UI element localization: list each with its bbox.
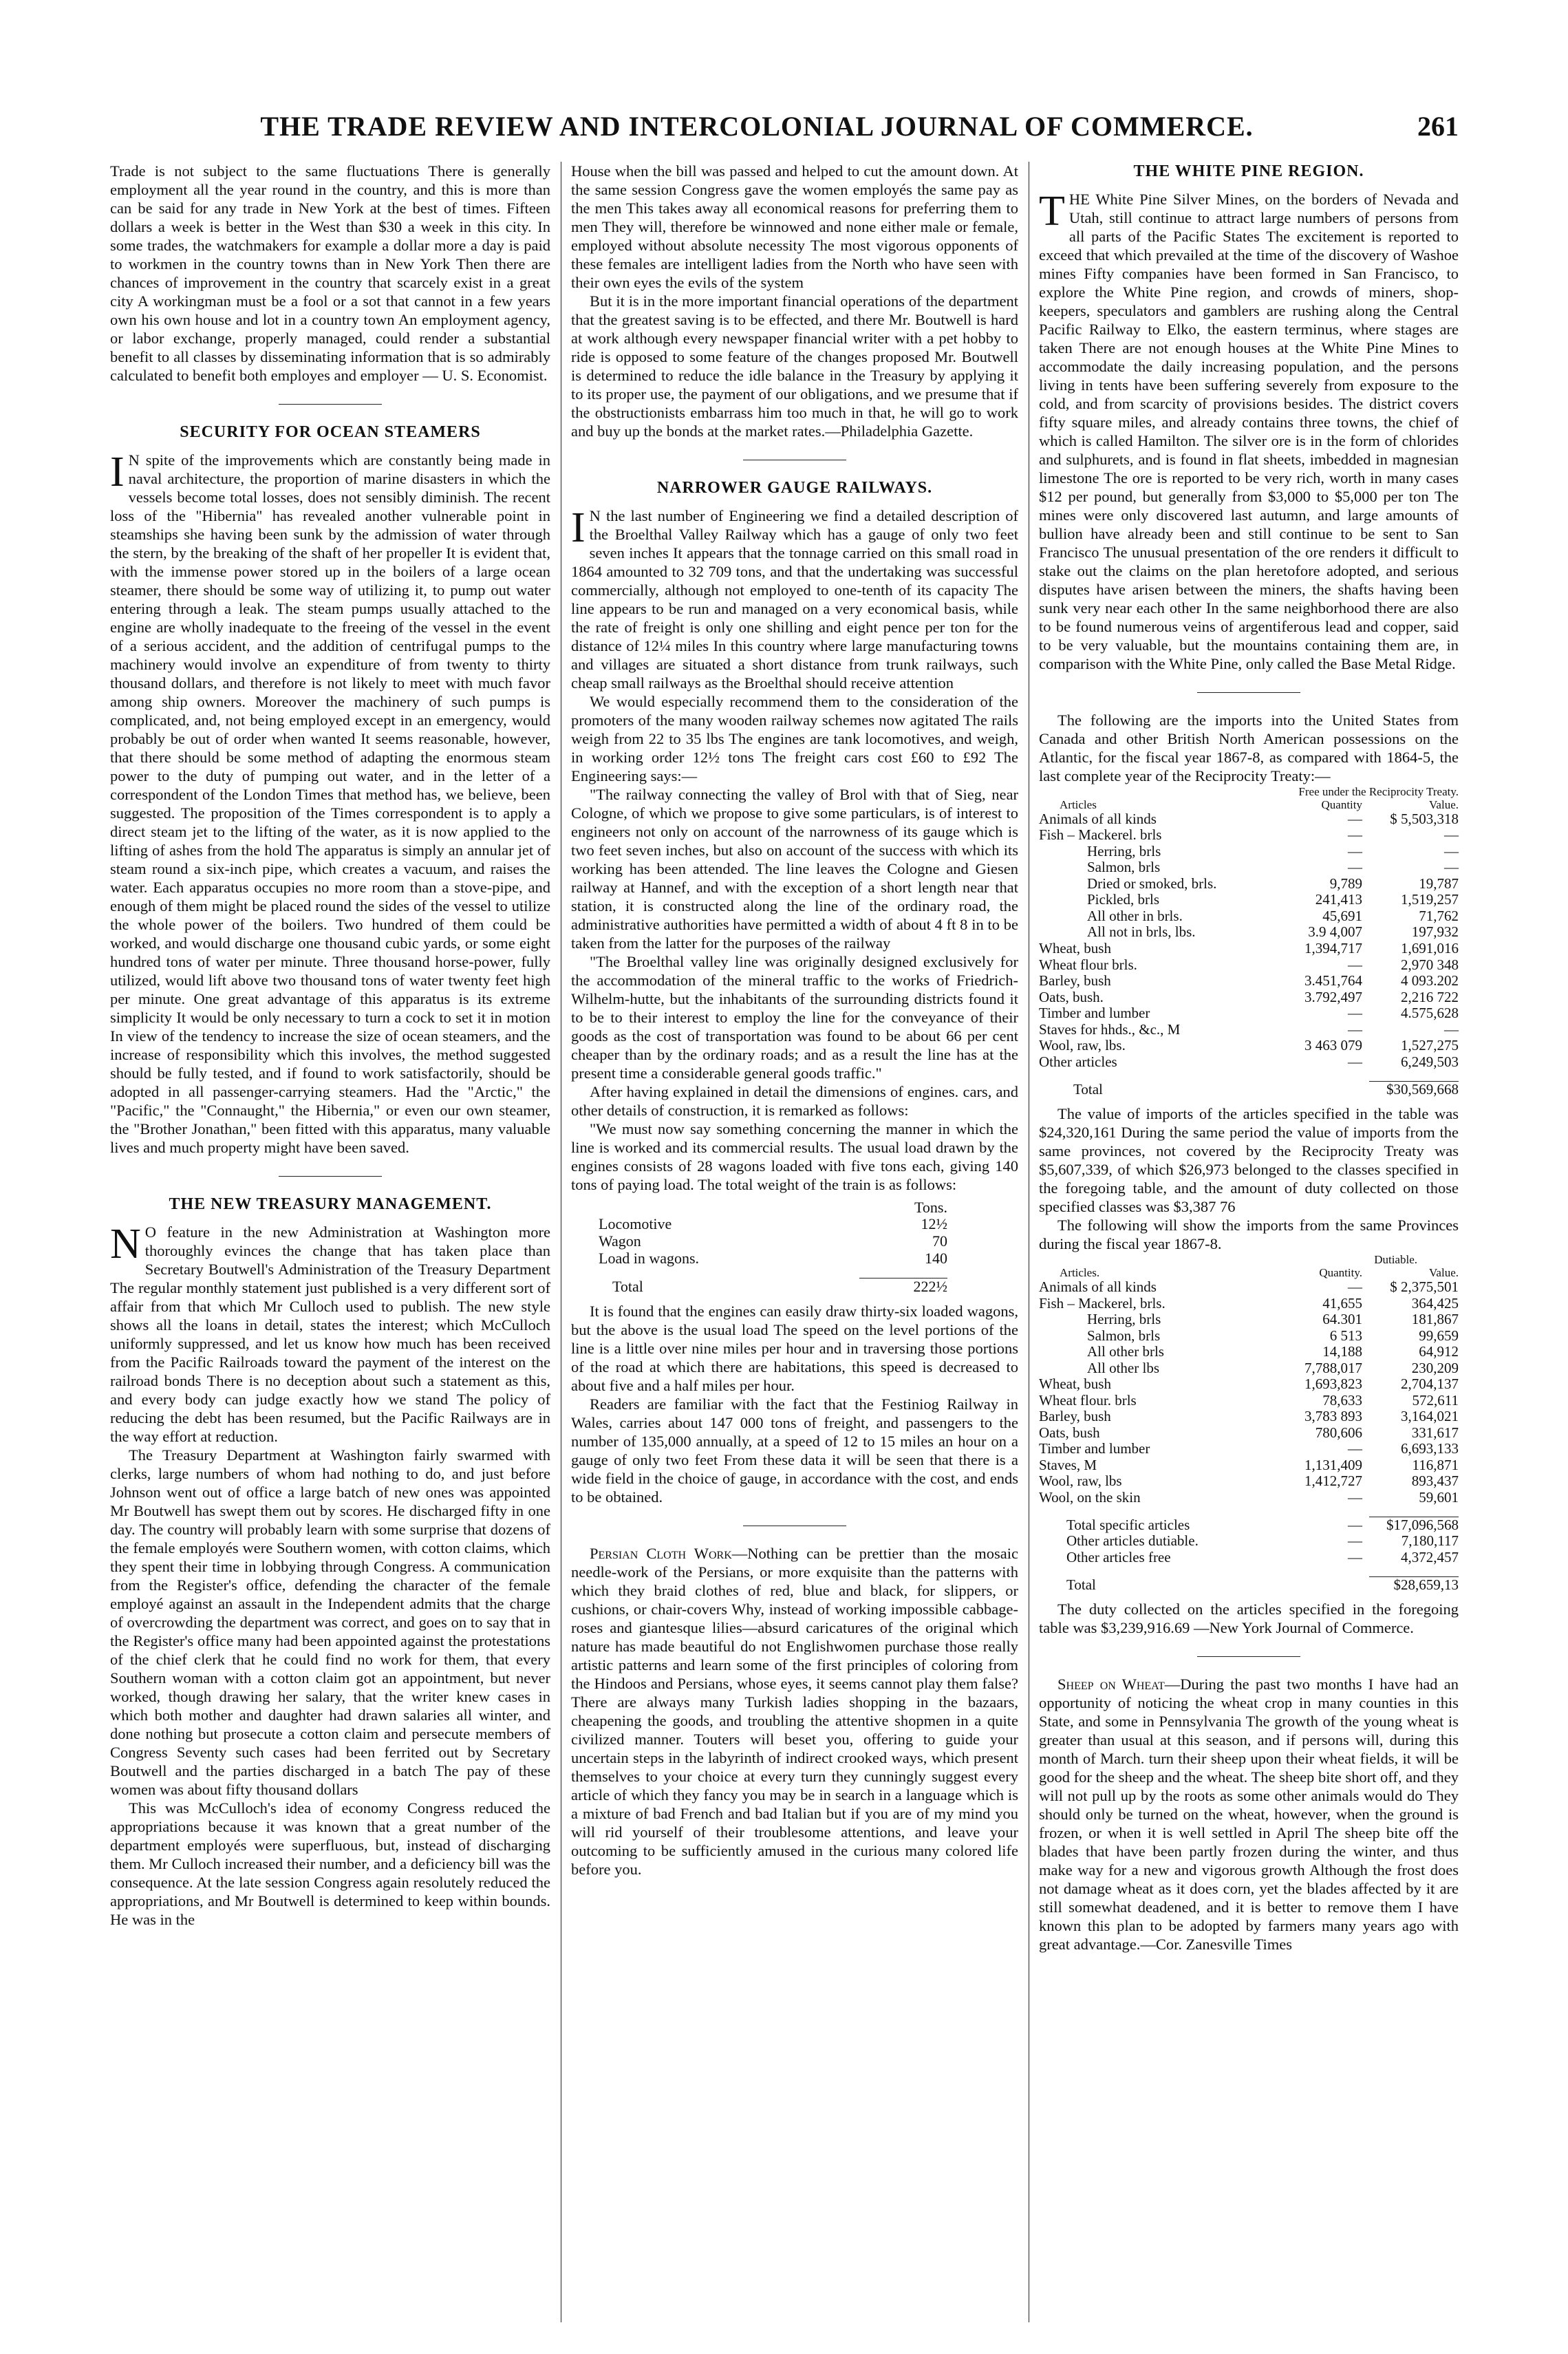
train-weight-table — [599, 1199, 947, 1296]
table-row: Wheat, bush 1,693,823 2,704,137 — [1039, 1376, 1459, 1393]
table-row: Barley, bush 3,783 893 3,164,021 — [1039, 1408, 1459, 1425]
heading-new-treasury-management: THE NEW TREASURY MANAGEMENT. — [169, 1195, 492, 1213]
column-header-articles: Articles. — [1060, 1266, 1100, 1280]
article-gauge-paragraph-1 — [571, 506, 1018, 692]
article-gauge-paragraph-5: After having explained in detail the dimensions of engines. cars, and other details of construction, it is remarked as follows: — [571, 1082, 1018, 1119]
table-row: Oats, bush 780,606 331,617 — [1039, 1424, 1459, 1441]
table-row: Animals of all kinds — $ 5,503,318 — [1039, 810, 1459, 827]
column-1 — [110, 162, 550, 1929]
table-row: Herring, brls 64.301 181,867 — [1087, 1311, 1459, 1328]
table-row: Wagon 70 — [599, 1232, 947, 1250]
article-security-ocean-steamers — [110, 448, 550, 1157]
table-summary-row: Other articles free — 4,372,457 — [1066, 1548, 1459, 1565]
article-body: N the last number of Engineering we find a detailed description of the Broelthal Valley Railway which has a gauge of only two feet seven inches It appears that the tonnage carried on this small road in 1864 amounted to 32 709 tons, and that the undertaking was successful commercially, although not employed to one-tenth of its capacity The line appears to be run and managed on a very economical basis, while the rate of freight is only one shilling and eight pence per ton for the distance of 12¼ miles In this country where large manufacturing towns and villages are situated a short distance from trunk railways, such cheap small railways as the Broelthal should receive attention — [571, 506, 1018, 692]
table-summary-row: Total specific articles — $17,096,568 — [1066, 1516, 1459, 1533]
drop-cap: N — [110, 1220, 141, 1267]
table-row: Fish – Mackerel, brls. 41,655 364,425 — [1039, 1294, 1459, 1312]
article-treasury-paragraph-2: The Treasury Department at Washington fairly swarmed with clerks, large numbers of whom had nothing to do, and just before Johnson went out of office a large batch of new ones was appointed Mr Boutwell has swept them out by scores. He discharged fifty in one day. The country will probably learn with some surprise that dozens of the female employés were Southern women, with cotton claims, which they spent their time in lobbying through Congress. A communication from the Register's office, defending the character of the female employé against an assault in the Independent admits that the charge of overcrowding the department was correct, and goes on to say that in the Register's office many had been appointed against the protestations of the chief clerk that he could find no work for them, that every Southern woman with a cotton claim got an appointment, but never worked, though drawing her salary, that the writer knew cases in which both mother and daughter had drawn salaries all winter, and done nothing but prosecute a cotton claim and persecute members of Congress Seventy such cases had been ferrited out by Secretary Boutwell and the parties discharged in a batch The pay of these women was about fifty thousand dollars — [110, 1446, 550, 1798]
table-total-row: Total $28,659,13 — [1066, 1576, 1459, 1593]
table-row: All other in brls. 45,691 71,762 — [1087, 907, 1459, 924]
heading-narrower-gauge-railways: NARROWER GAUGE RAILWAYS. — [656, 479, 933, 497]
article-gauge-paragraph-7: It is found that the engines can easily draw thirty-six loaded wagons, but the above is the usual load The speed on the level portions of the line is a little over nine miles per hour and in traversing those portions of the road at which there are habitations, this speed is decreased to about five and a half miles per hour. — [571, 1303, 1018, 1395]
table-caption: Dutiable. — [1374, 1253, 1417, 1267]
article-treasury-paragraph-1 — [110, 1220, 550, 1446]
article-persian-cloth-work — [571, 1544, 1018, 1879]
table-total-row: Total $30,569,668 — [1073, 1080, 1459, 1098]
table-row: All other lbs 7,788,017 230,209 — [1087, 1359, 1459, 1376]
column-3 — [1039, 162, 1459, 1954]
table-row: Timber and lumber — 6,693,133 — [1039, 1440, 1459, 1457]
table-row: Wheat flour brls. — 2,970 348 — [1039, 956, 1459, 973]
article-treasury-paragraph-3: This was McCulloch's idea of economy Congress reduced the appropriations because it was known that a great number of the department employés were superfluous, but, instead of discharging them. Mr Culloch increased their number, and a deficiency bill was the consequence. At the late session Congress again resolutely reduced the appropriations, and Mr Boutwell is determined to keep within bounds. He was in the — [110, 1799, 550, 1928]
table-total-row: Total 222½ — [612, 1277, 947, 1295]
article-body: HE White Pine Silver Mines, on the borders of Nevada and Utah, still continue to attract large numbers of persons from all parts of the Pacific States The excitement is reported to exceed that which prevailed at the time of the discovery of Washoe mines Fifty companies have been formed in San Francisco, to explore the White Pine region, and crowds of miners, shop-keepers, speculators and gamblers are rushing along the Central Pacific Railway to Elko, the eastern terminus, where stages are taken There are not enough houses at the White Pine Mines to accommodate the daily increasing population, and the persons living in tents have been suffering severely from exposure to the cold, and from scarcity of provisions besides. The district covers fifty square miles, and already contains three towns, the chief of which is called Hamilton. The silver ore is in the form of chlorides and sulphurets, and is found in flat sheets, imbedded in magnesian limestone The ore is reported to be very rich, worth in many cases $12 per pound, but generally from $3,000 to $5,000 per ton The mines were only discovered last autumn, and large amounts of bullion have already been and still continue to be sent to San Francisco The unusual presentation of the ore renders it difficult to stake out the claims on the plan heretofore adopted, and serious disputes have arisen between the miners, the shafts having been sunk very near each other In the same neighborhood there are also to be found numerous veins of argentiferous lead and copper, said to be very valuable, but the mountains containing them are, in comparison with the White Pine, only called the Base Metal Ridge. — [1039, 190, 1459, 672]
article-body: N spite of the improvements which are constantly being made in naval architecture, the proportion of marine disasters in which the vessels become total losses, does not sensibly diminish. The recent loss of the "Hibernia" has revealed another vulnerable point in steamships she having been sunk by the admission of water through the stern, by the breaking of the shaft of her propeller It is evident that, with the immense power stored up in the boilers of a large ocean steamer, there should be some way of utilizing it, to pump out water entering through a leak. The steam pumps usually attached to the engine are wholly inadequate to the freeing of the vessel in the event of a serious accident, and the addition of centrifugal pumps to the machinery would involve an expenditure of from twenty to thirty thousand dollars, and therefore is not likely to meet with much favor among ship owners. Moreover the machinery of such pumps is complicated, and, not being employed except in an emergency, would probably be out of order when wanted It seems reasonable, however, that there should be some method of adapting the enormous steam power to the duty of pumping out water, and in the letter of a correspondent of the London Times that method has, we believe, been suggested. The proposition of the Times correspondent is to apply a direct steam jet to the lifting of the water, as it is now applied to the lifting of ashes from the hold The apparatus is simply an annular jet of steam round a six-inch pipe, which creates a vacuum, and raises the water. Each apparatus occupies no more room than a stove-pipe, and enough of them might be placed round the sides of the vessel to utilize the whole power of the boilers. Two hundred of them could be worked, and would discharge one thousand cubic yards, or some eight hundred tons of water per minute. Three thousand horse-power, fully utilized, would lift above two thousand tons of water twenty feet high per minute. One great advantage of this apparatus is its extreme simplicity It would be only necessary to turn a cock to set it in motion In view of the tendency to increase the size of ocean steamers, and the increase of responsibility which this involves, the method suggested should be fully tested, and if found to work satisfactorily, should be adopted in all passenger-carrying steamers. Had the "Arctic," the "Pacific," the "Connaught," the Hibernia," or even our own steamer, the "Brother Jonathan," been fitted with this apparatus, many valuable lives and much property might have been saved. — [110, 451, 550, 1156]
table-row: All other brls 14,188 64,912 — [1087, 1343, 1459, 1360]
column-header-value: Value. — [1429, 1266, 1459, 1280]
article-body: —Nothing can be prettier than the mosaic needle-work of the Persians, or more exquisite than the patterns with which they braid clothes of red, blue and black, for slippers, or cushions, or chair-covers Why, instead of working impossible cabbage-roses and giantesque lilies—absurd caricatures of the original which nature has made beautiful do not Englishwomen purchase those really artistic patterns and learn some of the first principles of coloring from the Hindoos and Persians, whose eyes, it seems cannot play them false? There are always many Turkish ladies shopping in the bazaars, cheapening the goods, and troubling the attentive shopmen in a quite civilized manner. Touters will beset you, offering to guide your uncertain steps in the labyrinth of indirect crooked ways, which present themselves to your choice at every turn they cunningly suggest every article of which they fancy you may be in search in a language which is a mixture of bad French and bad Italian but if you are of my mind you will rid yourself of their troublesome attentions, and leave your outcoming to be sufficiently amused in the curious many colored life before you. — [571, 1545, 1018, 1879]
article-body: O feature in the new Administration at Washington more thoroughly evinces the change that has taken place than Secretary Boutwell's Administration of the Treasury Department The regular monthly statement just published is a very different sort of affair from that which Mr Culloch used to publish. The new style shows all the loans in detail, states the interest; which McCulloch uniformly suppressed, and let us know how much has been received from the Pacific Railroads toward the payment of the interest on the railroad bonds There is no deception about such a statement as this, and every body can judge exactly how we stand The policy of reducing the debt has been resumed, but the Pacific Railways are in the way effort at reduction. — [110, 1223, 550, 1445]
table-row: Wool, raw, lbs 1,412,727 893,437 — [1039, 1473, 1459, 1490]
table-row: Wheat flour. brls 78,633 572,611 — [1039, 1391, 1459, 1409]
page-number: 261 — [1417, 111, 1459, 142]
table-row: Wool, raw, lbs. 3 463 079 1,527,275 — [1039, 1037, 1459, 1054]
column-header-articles: Articles — [1060, 798, 1097, 811]
table-row: Salmon, brls 6 513 99,659 — [1087, 1327, 1459, 1344]
page-header — [110, 103, 1459, 158]
article-white-pine — [1039, 187, 1459, 673]
table-row: Oats, bush. 3.792,497 2,216 722 — [1039, 988, 1459, 1005]
column-header-quantity: Quantity. — [1319, 1266, 1362, 1280]
drop-cap: I — [110, 448, 125, 495]
item-title: Sheep on Wheat — [1057, 1676, 1165, 1693]
table-row: Locomotive 12½ — [599, 1215, 947, 1233]
table-row: Staves for hhds., &c., M — — — [1039, 1020, 1459, 1038]
imports-table-free-notes: The value of imports of the articles specified in the table was $24,320,161 During the same period the value of imports from the same provinces, not covered by the Reciprocity Treaty was $5,607,339, of which $26,973 belonged to the classes specified in the foregoing table, and the amount of duty collected on those specified classes was $3,387 76 — [1039, 1105, 1459, 1216]
table-row: Wheat, bush 1,394,717 1,691,016 — [1039, 939, 1459, 956]
section-rule — [279, 404, 382, 405]
imports-table-free — [1039, 785, 1459, 1098]
table-row: Other articles — 6,249,503 — [1039, 1053, 1459, 1070]
article-gauge-paragraph-6: "We must now say something concerning the manner in which the line is worked and its commercial results. The usual load drawn by the engines consists of 28 wagons loaded with five tons each, giving 140 tons of paying load. The total weight of the train is as follows: — [571, 1120, 1018, 1193]
imports-intro: The following are the imports into the United States from Canada and other British North American possessions on the Atlantic, for the fiscal year 1867-8, as compared with 1864-5, the last complete year of the Reciprocity Treaty:— — [1039, 711, 1459, 784]
table-row: Fish – Mackerel. brls — — — [1039, 826, 1459, 844]
column-2 — [571, 162, 1018, 1879]
drop-cap: T — [1039, 187, 1065, 235]
table-row: Herring, brls — — — [1087, 842, 1459, 859]
table-row: Barley, bush 3.451,764 4 093.202 — [1039, 972, 1459, 989]
table-row: Pickled, brls 241,413 1,519,257 — [1087, 891, 1459, 908]
table-summary-row: Other articles dutiable. — 7,180,117 — [1066, 1532, 1459, 1550]
article-treasury-continuation-2: But it is in the more important financial operations of the department that the greatest saving is to be effected, and there Mr. Boutwell is hard at work although every newspaper financial writer with a pet hobby to ride is opposed to some feature of the changes proposed Mr. Boutwell is determined to reduce the idle balance in the Treasury by applying it to its proper use, the payment of our obligations, and we presume that if the obstructionists embarrass him too much in that, he will go to work and buy up the bonds at the market rates.—Philadelphia Gazette. — [571, 292, 1018, 440]
imports-table-dutiable-intro: The following will show the imports from the same Provinces during the fiscal year 1867-8. — [1039, 1217, 1459, 1253]
article-trade-continuation: Trade is not subject to the same fluctuations There is generally employment all the year round in the country, and this is more than can be said for any trade in New York at the best of times. Fifteen dollars a week is better in the West than $30 a week in this city. In some trades, the watchmakers for example a dollar more a day is paid to workmen in the country towns than in New York Then there are chances of improvement in the country that scarcely exist in a great city A workingman must be a fool or a sot that cannot in a few years own his own house and lot in a country town An employment agency, or labor exchange, properly managed, could render a substantial benefit to all classes by disseminating information that is so admirably calculated to benefit both employes and employer — U. S. Economist. — [110, 162, 550, 384]
item-title: Persian Cloth Work — [590, 1545, 732, 1563]
journal-title: THE TRADE REVIEW AND INTERCOLONIAL JOURNAL OF COMMERCE. — [260, 111, 1254, 142]
table-row: Animals of all kinds — $ 2,375,501 — [1039, 1278, 1459, 1296]
table-row: Timber and lumber — 4.575,628 — [1039, 1005, 1459, 1022]
tons-header: Tons. — [914, 1198, 947, 1216]
section-rule — [1197, 692, 1300, 693]
table-row: All not in brls, lbs. 3.9 4,007 197,932 — [1087, 923, 1459, 941]
duty-collected-note: The duty collected on the articles specified in the foregoing table was $3,239,916.69 —New York Journal of Commerce. — [1039, 1601, 1459, 1637]
article-gauge-paragraph-3: "The railway connecting the valley of Brol with that of Sieg, near Cologne, of which we propose to give some particulars, is of interest to engineers not only on account of the narrowness of its gauge which is two feet seven inches, but also on account of the success with which its working has been attended. The line leaves the Cologne and Giesen railway at Hannef, and with the exception of a short length near that station, it is constructed along the line of the ordinary road, the administrative authorities have permitted a width of about 4 ft 8 in to be taken from the latter for the purposes of the railway — [571, 785, 1018, 952]
heading-security-ocean-steamers: SECURITY FOR OCEAN STEAMERS — [180, 423, 481, 441]
table-row: Dried or smoked, brls. 9,789 19,787 — [1087, 875, 1459, 892]
column-header-value: Value. — [1429, 798, 1459, 811]
table-row: Salmon, brls — — — [1087, 859, 1459, 876]
article-body: —During the past two months I have had an opportunity of noticing the wheat crop in many counties in this State, and some in Pennsylvania The growth of the young wheat is greater than usual at this season, and if persons will, during this month of March. turn their sheep upon their wheat fields, it will be good for the sheep and the wheat. The sheep bite short off, and they will not pull up by the roots as some other animals would do They should only be turned on the wheat, however, when the ground is frozen, or when it is well settled in April The sheep bite off the blades that have been partly frozen during the winter, and thus make way for a new and vigorous growth Although the frost does not damage wheat as it does corn, yet the blades affected by it are still somewhat deadened, and it is better to remove them I have known this plan to be adopted by farmers many years ago with great advantage.—Cor. Zanesville Times — [1039, 1676, 1459, 1954]
table-row: Wool, on the skin — 59,601 — [1039, 1488, 1459, 1506]
drop-cap: I — [571, 504, 586, 551]
section-rule — [279, 1176, 382, 1177]
column-header-quantity: Quantity — [1321, 798, 1362, 811]
table-row: Load in wagons. 140 — [599, 1249, 947, 1267]
imports-table-dutiable — [1039, 1253, 1459, 1593]
section-rule — [1197, 1656, 1300, 1657]
table-row: Staves, M 1,131,409 116,871 — [1039, 1456, 1459, 1473]
article-sheep-on-wheat — [1039, 1675, 1459, 1954]
article-gauge-paragraph-4: "The Broelthal valley line was originally designed exclusively for the accommodation of the mineral traffic to the works of Friedrich-Wilhelm-hutte, but the inhabitants of the surrounding districts found it to be to their interest to employ the line for the conveyance of their goods as the cost of transportation was found to be about 66 per cent cheaper than by the ordinary roads; and as a result the line has at the present time a considerable general goods traffic." — [571, 952, 1018, 1082]
article-treasury-continuation: House when the bill was passed and helped to cut the amount down. At the same session Congress gave the women employés the same pay as the men This takes away all economical reasons for preferring them to men They will, therefore be winnowed and none either male or female, employed without absolute necessity The most vigorous opponents of these females are intelligent ladies from the North who have seen with their own eyes the evils of the system — [571, 162, 1018, 291]
article-gauge-paragraph-2: We would especially recommend them to the consideration of the promoters of the many wooden railway schemes now agitated The rails weigh from 22 to 35 lbs The engines are tank locomotives, and weigh, in working order 12½ tons The freight cars cost £60 to £92 The Engineering says:— — [571, 692, 1018, 784]
table-caption: Free under the Reciprocity Treaty. — [1298, 784, 1459, 798]
article-gauge-paragraph-8: Readers are familiar with the fact that the Festiniog Railway in Wales, carries about 147 000 tons of freight, and passengers to the number of 135,000 annually, at a speed of 12 to 15 miles an hour on a gauge of only two feet From these data it will be seen that there is a wide field in the choice of gauge, in accordance with the cost, and ends to be obtained. — [571, 1395, 1018, 1506]
heading-white-pine-region: THE WHITE PINE REGION. — [1133, 162, 1364, 180]
